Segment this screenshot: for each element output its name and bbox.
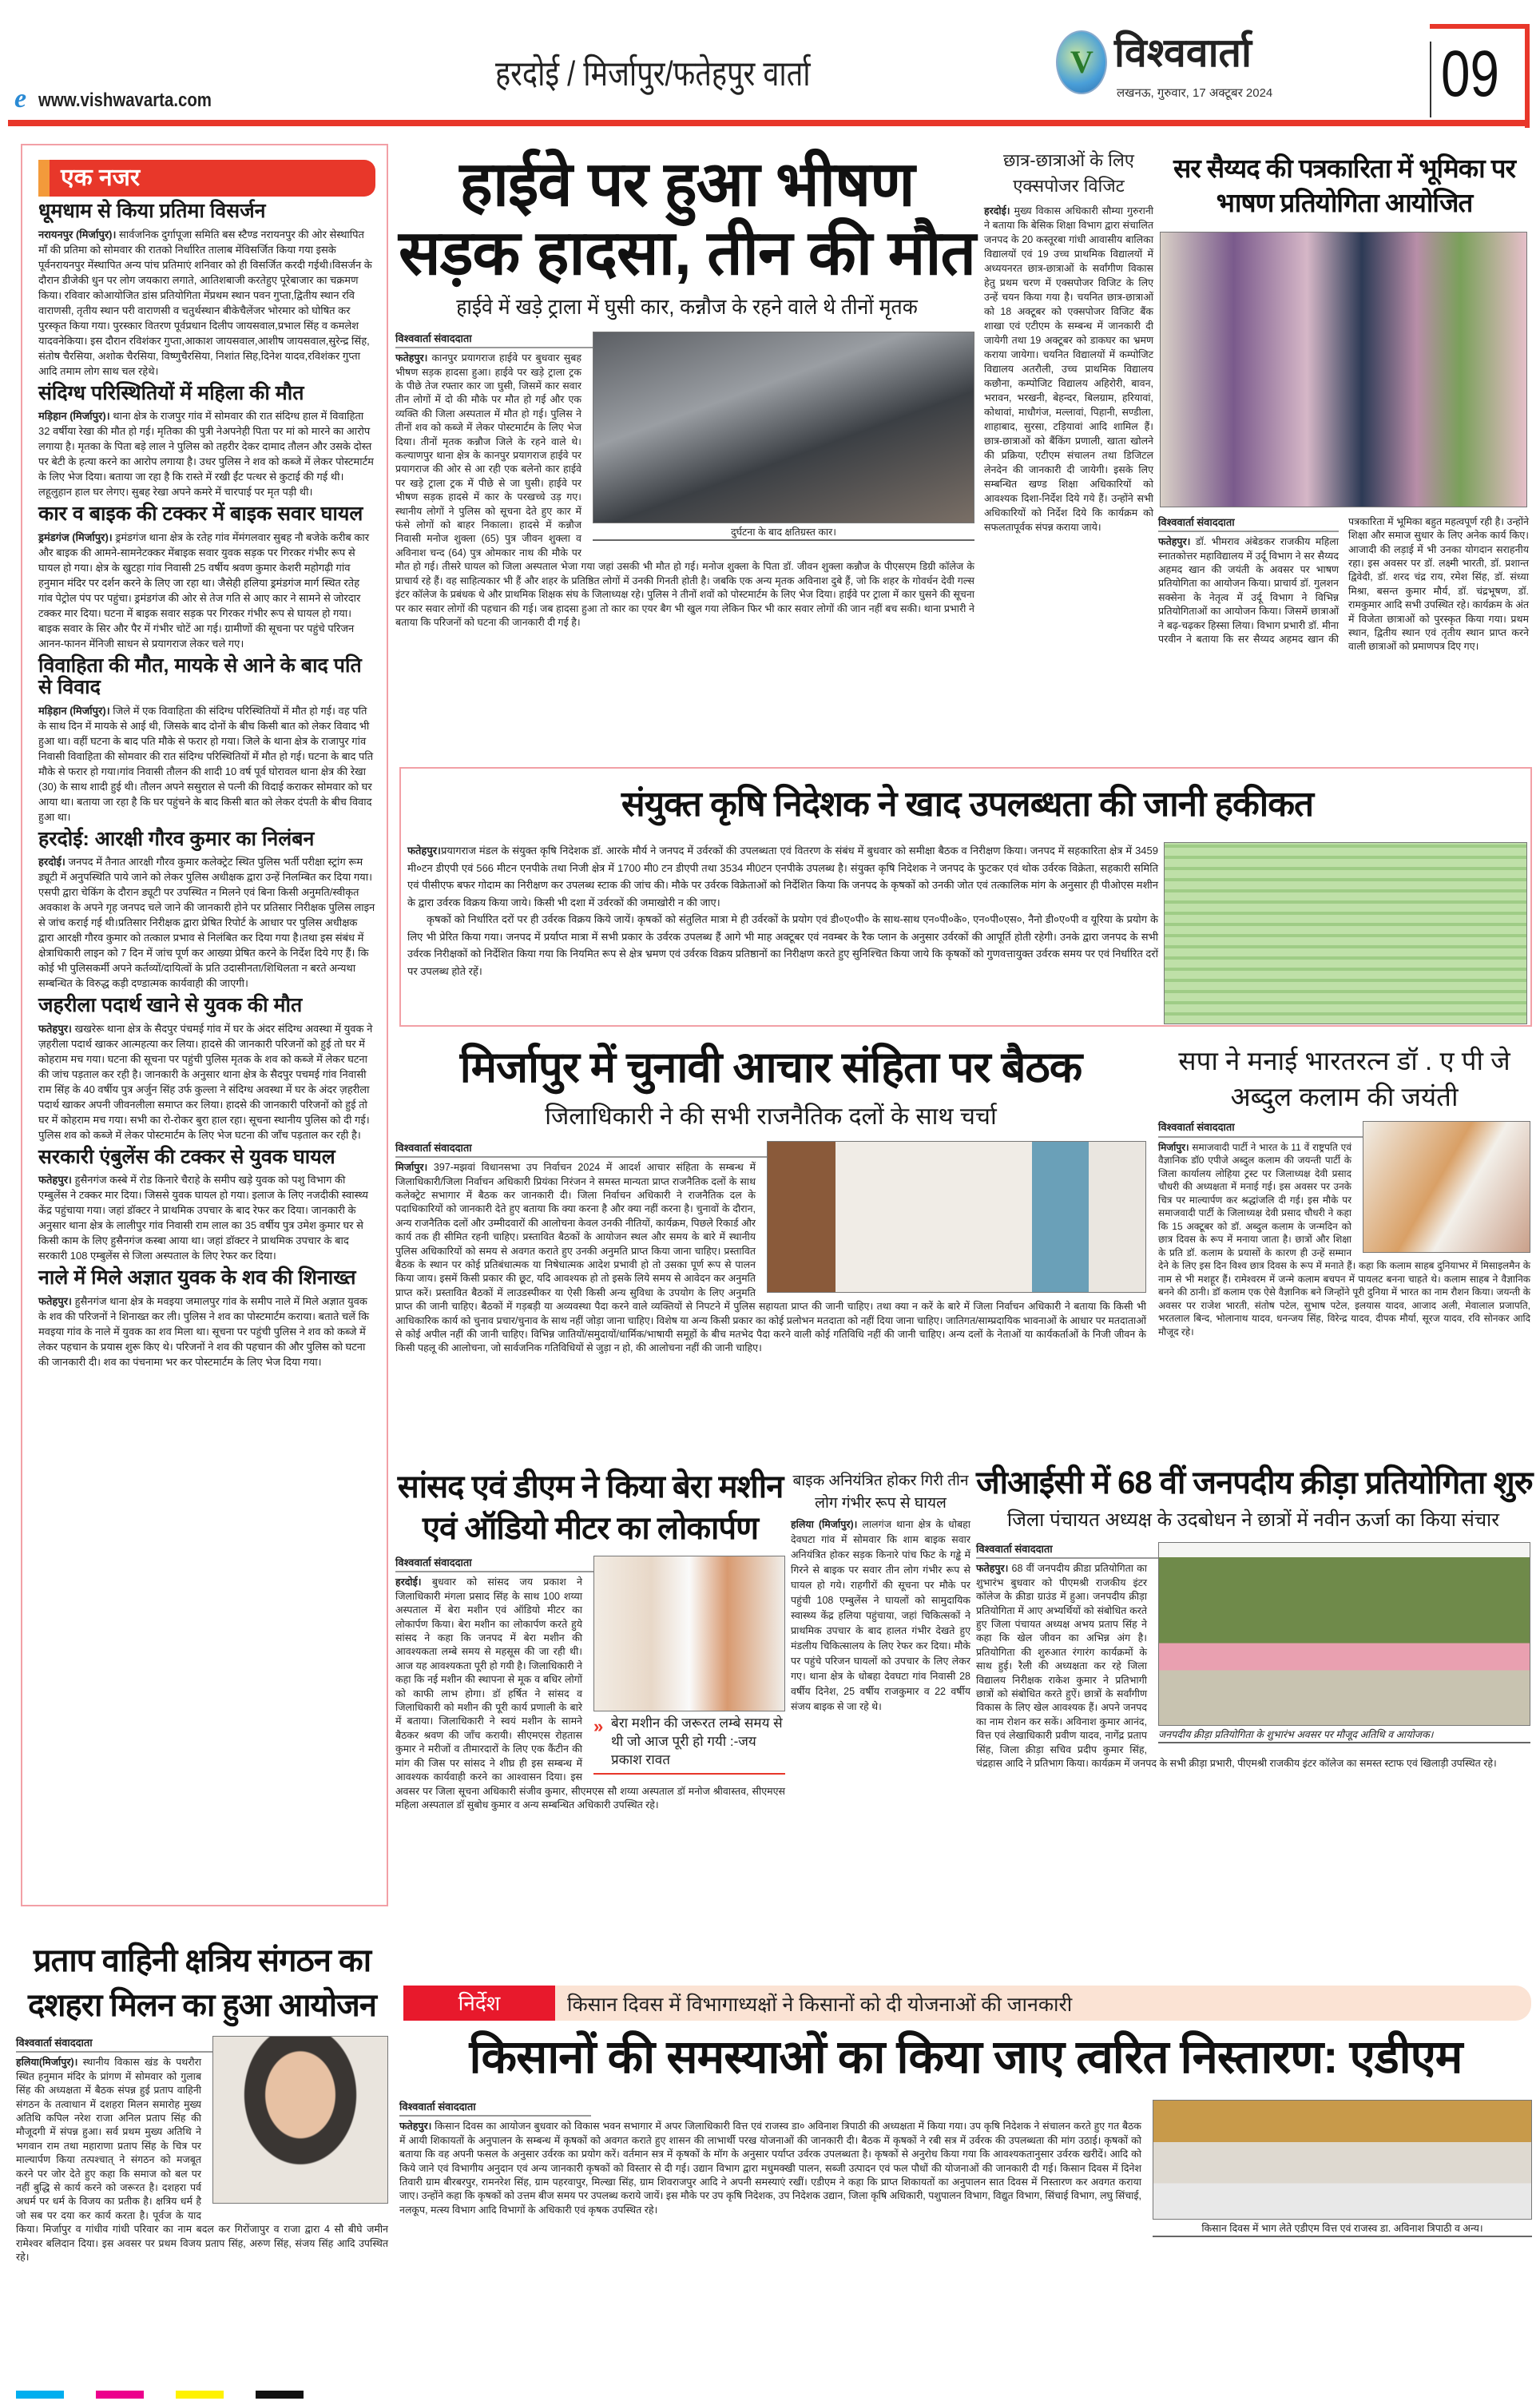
- jic-headline: जीआईसी में 68 वीं जनपदीय क्रीड़ा प्रतियोगिता शुरु: [976, 1465, 1533, 1501]
- ek-nazar-body: [38, 854, 375, 991]
- pratap-headline: प्रताप वाहिनी क्षत्रिय संगठन का दशहरा मिलन का हुआ आयोजन: [28, 1943, 376, 2023]
- ek-nazar-headline: नाले में मिले अज्ञात युवक के शव की शिनाख्त: [38, 1266, 356, 1289]
- byline: विश्ववार्ता संवाददाता: [395, 1556, 785, 1572]
- crashed-car-photo: [593, 332, 974, 523]
- sir-syed-headline: सर सैय्यद की पत्रकारिता में भूमिका पर भाषण प्रतियोगिता आयोजित: [1173, 153, 1516, 217]
- byline: विश्ववार्ता संवाददाता: [399, 2100, 591, 2117]
- dateline: फतेहपुर।: [38, 1294, 72, 1307]
- ek-nazar-body: [38, 1294, 375, 1369]
- ek-nazar-label: एक नजर: [38, 160, 375, 197]
- bera-photo-block: [593, 1556, 785, 1775]
- bera-quote: [593, 1715, 785, 1775]
- byline: विश्ववार्ता संवाददाता: [395, 332, 974, 348]
- pratap-body: [16, 2036, 388, 2265]
- bera-headline: सांसद एवं डीएम ने किया बेरा मशीन एवं ऑडियो मीटर का लोकार्पण: [397, 1469, 784, 1546]
- kisan-photo-block: [1153, 2100, 1532, 2237]
- lead-subhead: हाईवे में खड़े ट्राला में घुसी कार, कन्नौज के रहने वाले थे तीनों मृतक: [456, 294, 918, 319]
- ek-nazar-headline: धूमधाम से किया प्रतिमा विसर्जन: [38, 200, 266, 222]
- byline: विश्ववार्ता संवाददाता: [1158, 1121, 1530, 1138]
- byline: विश्ववार्ता संवाददाता: [16, 2036, 388, 2053]
- ek-nazar-body: [38, 1172, 375, 1263]
- nirdesh-banner: [403, 1986, 1531, 2021]
- sports-ground-photo: [1158, 1542, 1530, 1726]
- exposure-visit-story: [984, 148, 1153, 535]
- kalam-story: [1158, 1039, 1530, 1338]
- ek-nazar-headline: कार व बाइक की टक्कर में बाइक सवार घायल: [38, 503, 363, 525]
- pratap-vahini-story: [16, 1934, 388, 2265]
- kalam-tribute-photo: [1363, 1121, 1530, 1253]
- kisan-body: [399, 2100, 1532, 2234]
- quote-text: बेरा मशीन की जरूरत लम्बे समय से थी जो आज पूरी हो गयी :-जय प्रकाश रावत: [611, 1715, 783, 1767]
- logo-globe-icon: V: [1056, 30, 1107, 94]
- ek-nazar-headline: संदिग्ध परिस्थितियों में महिला की मौत: [38, 381, 304, 404]
- ek-nazar-body-text: सार्वजनिक दुर्गापूजा समिति बस स्टैण्ड नरायनपुर की ओर सेस्थापित माँ की प्रतिमा को सोमवार की रातको निर्धारित तालाब मेंविसर्जित किया गया इसके पूर्वनरायनपुर मेंस्थापित अन्य पांच प्रतिमाएं शनिवार को ही विसर्जित करदी गईथी।विसर्जन के दौरान डीजेकी धुन पर लोग जयकारा लगाते, आतिशबाजी करतेहुए पूरेबाजार का चक्रमण किया। रविवार कोआयोजित डांस प्रतियोगिता मेंप्रथम स्थान पवन गुप्ता,द्वितीय स्थान रवि वाराणसी, तृतीय स्थान परी वाराणसी व चतुर्थस्थान बीकेचैलेंजर भोरमार को घोषित कर पुरस्कृत किया गया। पुरस्कार वितरण पूर्वप्रधान दिलीप जायसवाल,प्रभाल सिंह व कमलेश यादवनेकिया। इस दौरान रविशंकर गुप्ता,आकाश जायसवाल,आशीष जायसवाल,सुरेन्द्र सिंह, संतोष चैरसिया, अशोक चैरसिया, विष्णुचैरसिया, निशांत सिह,दिनेश यादव,रविशंकर गुप्ता आदि तमाम लोग साथ चल रहेथे।: [38, 228, 372, 377]
- meeting-headline: मिर्जापुर में चुनावी आचार संहिता पर बैठक: [459, 1043, 1082, 1091]
- dateline: मिर्जापुर।: [395, 1162, 428, 1174]
- kisan-meeting-photo: [1153, 2100, 1532, 2220]
- bike-body: लालगंज थाना क्षेत्र के धोबहा देवघटा गांव में सोमवार कि शाम बाइक सवार अनियंत्रित होकर सड़क किनारे पांच फिट के गड्ढे में गिरने से बाइक पर सवार तीन लोग गंभीर रूप से घायल हो गये। राहगीरों की सूचना पर मौके पर पहुंची 108 एम्बुलेंस ने घायलों को सामुदायिक स्वास्थ्य केंद्र हलिया पहुंचाया, जहां चिकित्सकों ने प्राथमिक उपचार के बाद हालत गंभीर देखते हुए मंडलीय चिकित्सालय के लिए रेफर कर दिया। मौके पर पहुंचे परिजन घायलों को उपचार के लिए लेकर गए। थाना क्षेत्र के धोबहा देवघटा गांव निवासी 28 वर्षीय दिनेश, 25 वर्षीय राजकुमार व 22 वर्षीय संजय बाइक से जा रहे थे।: [791, 1519, 970, 1713]
- nirdesh-strap: किसान दिवस में विभागाध्यक्षों ने किसानों को दी योजनाओं की जानकारी: [567, 1994, 1073, 2016]
- kisan-diwas-story: [399, 2025, 1532, 2244]
- dateline: मड़िहान (मिर्जापुर)।: [38, 704, 110, 717]
- dateline: फतेहपुर।: [38, 1022, 72, 1035]
- logo-name: विश्ववार्ता: [1114, 30, 1252, 75]
- ek-nazar-body-text: हुसैनगंज कस्बे में रोड किनारे चैराहे के समीप खड़े युवक को पशु विभाग की एम्बुलेंस ने टक्कर मार दिया। जिससे युवक घायल हो गया। इलाज के लिए नजदीकी स्वास्थ्य केंद्र पहुंचाया गया। जहां डॉक्टर ने प्राथमिक उपचार के बाद रेफर कर दिया। जानकारी के अनुसार थाना क्षेत्र के लालीपुर गांव निवासी राम लाल का 35 वर्षीय पुत्र उमेश कुमार घर से किसी काम के लिए हुसैनगंज कस्बा आया था। जहां डॉक्टर ने प्राथमिक उपचार के बाद सरकारी 108 एम्बुलेंस से जिला अस्पताल के लिए रेफर कर दिया।: [38, 1174, 368, 1262]
- jic-body-text: 68 वीं जनपदीय क्रीडा प्रतियोगिता का शुभारंभ बुधवार को पीएमश्री राजकीय इंटर कॉलेज के क्रीडा ग्राउंड में हुआ। जनपदीय क्रीड़ा प्रतियोगिता में आए अभ्यर्थियों को संबोधित करते हुए जिला पंचायत अध्यक्ष अभय प्रताप सिंह ने कहा कि खेल जीवन का अभिन्न अंग है। प्रतियोगिता की शुरुआत रंगारंग कार्यक्रमों के साथ हुई। रैली की अध्यक्षता कर रहे जिला विद्यालय निरीक्षक राकेश कुमार ने प्रतिभागी छात्रों को संबोधित करते हुऐं। छात्रों के सर्वांगीण विकास के लिए खेल आवश्यक हैं। अपने जनपद का नाम रोशन कर सकें। अविनाश कुमार आनंद, वित्त एवं लेखाधिकारी प्रवीण यादव, नागेंद्र प्रताप सिंह, जिला क्रीड़ा सचिव प्रदीप कुमार सिंह, चंद्रहास आदि ने प्रतिभाग किया। कार्यक्रम में जनपद के सभी क्रीड़ा प्रभारी, पीएमश्री राजकीय इंटर कॉलेज का समस्त स्टाफ एवं खिलाड़ी उपस्थित रहे।: [976, 1563, 1497, 1770]
- dateline: ड्रमंडगंज (मिर्जापुर)।: [38, 531, 113, 543]
- byline: विश्ववार्ता संवाददाता: [976, 1542, 1530, 1559]
- nirdesh-label: निर्देश: [403, 1986, 555, 2021]
- kisan-headline: किसानों की समस्याओं का किया जाए त्वरित निस्तारण: एडीएम: [469, 2031, 1463, 2083]
- pratap-body-text: स्थानीय विकास खंड के पथरौरा स्थित हनुमान मंदिर के प्रांगण में सोमवार को गुलाब सिंह की अध्यक्षता में बैठक संपन्न हुई प्रताप वाहिनी संगठन के तत्वाधान में दशहरा मिलन समारोह मुख्य अतिथि कपिल नरेश राजा अनिल प्रताप सिंह की मौजूदगी में संपन्न हुआ। सर्व प्रथम मुख्य अतिथि ने भगवान राम तथा महाराणा प्रताप सिंह के चित्र पर माल्यार्पण किया तत्पश्चात् ने संगठन को मजबूत करने पर जोर देते हुए कहा कि समाज को बल पर नहीं बुद्धि से कार्य करने को जरूरत है। दशहरा पर्व अधर्म पर धर्म के विजय का प्रतीक है। क्षत्रिय धर्म है जो सब पर दया कर कार्य करता है। पूर्वज के याद किया। मिर्जापुर व गांधीव गांधी परिवार का नाम बदल कर गिरोंजापुर व राजा द्वारा 4 सौ बीघे जमीन रामेश्वर बलिदान दिया। इस अवसर पर प्रथम विजय प्रताप सिंह, अरुण सिंह, संजय सिंह आदि उपस्थित रहे।: [16, 2057, 388, 2264]
- meeting-subhead: जिलाधिकारी ने की सभी राजनैतिक दलों के साथ चर्चा: [545, 1103, 997, 1130]
- lead-body: [395, 332, 974, 630]
- ek-nazar-body: [38, 703, 375, 825]
- ek-nazar-body-text: थाना क्षेत्र के राजपुर गांव में सोमवार की रात संदिग्ध हाल में विवाहिता 32 वर्षीया रेखा की मौत हो गई। मृतिका की पुत्री नेअपनेही पिता पर मां को मारने का आरोप लगाया है। मृतका के पिता बड़े लाल ने पुलिस को तहरीर देकर दामाद तौलन और उसके दोस्त पर बेटी के हत्या करने का आरोप लगाया है। उधर पुलिस ने शव को कब्जे में लेकर पोस्टमार्टम के लिए भेज दिया। बताया जा रहा है कि रास्ते में रखी ईंट पत्थर से कुटाई की गई थी। लहूलुहान हाल घर लेगए। सुबह रेखा अपने कमरे में चारपाई पर मृत पड़ी थी।: [38, 410, 374, 498]
- ek-nazar-body: [38, 530, 375, 651]
- lead-headline-line2: सड़क हादसा, तीन की मौत: [398, 217, 976, 288]
- dateline: फतेहपुर।: [38, 1174, 72, 1186]
- krishi-body-para2: कृषकों को निर्धारित दरों पर ही उर्वरक विक्रय किये जायें। कृषकों को संतुलित मात्रा मे ही उर्वरकों के प्रयोग एवं डी०ए०पी० के साथ-साथ एन०पी०के०, एन०पी०एस०, नैनो डी०ए०पी व यूरिया के प्रयोग के लिए भी प्रेरित किया गया। जनपद में प्रर्याप्त मात्रा में सभी प्रकार के उर्वरक उपलब्ध हैं आगे भी माह अक्टूबर एवं नवम्बर के रैक प्लान के अनुसार उर्वरकों की आपूर्ति होती रहेगी। उनके द्वारा जनपद के सभी उर्वरक निरीक्षकों को निर्देशित किया गया कि नियमित रूप से क्षेत्र भ्रमण एवं उर्वरक विक्रय प्रतिष्ठानों का निरीक्षण करते हुए सुनिश्चित किया जाये कि कृषकों को गुणवत्तायुक्त उर्वरक समय पर एवं निर्धारित दरों पर उपलब्ध होते रहें।: [407, 913, 1158, 977]
- ek-nazar-headline: विवाहिता की मौत, मायके से आने के बाद पति से विवाद: [38, 654, 362, 698]
- dateline: हरदोई।: [395, 1576, 422, 1588]
- krishi-story-box: [399, 767, 1532, 1027]
- dateline: फतेहपुर।: [976, 1563, 1009, 1575]
- website-link[interactable]: www.vishwavarta.com: [38, 89, 212, 111]
- sir-syed-body-text: डॉ. भीमराव अंबेडकर राजकीय महिला स्नातकोत्तर महाविद्यालय में उर्दू विभाग ने सर सैय्यद अहमद खान की जयंती के अवसर पर भाषण प्रतियोगिता का आयोजन किया। प्राचार्य डॉ. गुलशन सक्सेना के नेतृत्व में उर्दू विभाग ने विभिन्न प्रतियोगिताओं का आयोजन किया। जिसमें छात्राओं ने बढ़-चढ़कर हिस्सा लिया। विभाग प्रभारी डॉ. मीना परवीन ने बताया कि सर सैय्यद अहमद खान की पत्रकारिता में भूमिका बहुत महत्वपूर्ण रही है। उन्होंने शिक्षा और समाज सुधार के लिए अनेक कार्य किए। आजादी की लड़ाई में भी उनका योगदान सराहनीय रहा। इस अवसर पर डॉ. लक्ष्मी भारती, डॉ. प्रशान्त द्विवेदी, डॉ. शरद चंद्र राय, रमेश सिंह, डॉ. संध्या मिश्रा, बसन्त कुमार मौर्य, डॉ. चंद्रभूषण, डॉ. रामकुमार आदि सभी उपस्थित रहे। कार्यक्रम के अंत में विजेता छात्राओं को पुरस्कृत किया गया। प्रथम स्थान, द्वितीय स्थान एवं तृतीय स्थान प्राप्त करने वाली छात्राओं को प्रमाणपत्र दिए गए।: [1158, 515, 1529, 653]
- lead-photo-caption: दुर्घटना के बाद क्षतिग्रस्त कार।: [593, 526, 974, 541]
- dateline: मिर्जापुर।: [1158, 1141, 1189, 1153]
- header-rule: [8, 120, 1530, 126]
- jic-sports-story: [976, 1465, 1533, 1771]
- ek-nazar-stories: [38, 201, 375, 1369]
- lead-photo-block: [593, 332, 974, 541]
- registration-marks: [16, 2391, 1526, 2399]
- ek-nazar-body: [38, 227, 375, 379]
- bera-body-text: बुधवार को सांसद जय प्रकाश ने जिलाधिकारी मंगला प्रसाद सिंह के साथ 100 शय्या अस्पताल में बेरा मशीन एवं ऑडियो मीटर का लोकार्पण किया। बेरा मशीन का लोकार्पण करते हुये सांसद ने कहा कि जनपद में बेरा मशीन की आवश्यकता लम्बे समय से महसूस की जा रही थी। आज यह आवश्यकता पूरी हो गयी है। जिलाधिकारी ने कहा कि नई मशीन की स्थापना से मूक व बधिर लोगों को काफी लाभ होगा। डॉ हर्षित ने सांसद व जिलाधिकारी को मशीन की पूरी कार्य प्रणाली के बारे में बताया। जिलाधिकारी ने स्वयं मशीन के सामने बैठकर श्रवण की जाँच करायी। सीएमएस रोहतास कुमार ने मरीजों व तीमारदारों के लिए एक कैंटीन की मांग की जिस पर सांसद ने शीघ्र ही इस सम्बन्ध में आवश्यक कार्यवाही करने का आश्वासन दिया। इस अवसर पर जिला सूचना अधिकारी संजीव कुमार, सीएमएस सौ शय्या अस्पताल डॉ मनोज श्रीवास्तव, सीएमएस महिला अस्पताल डॉ सुबोध कुमार व अन्य सम्बन्धित अधिकारी उपस्थित रहे।: [395, 1576, 785, 1811]
- krishi-body-para1: प्रयागराज मंडल के संयुक्त कृषि निदेशक डॉ. आरके मौर्य ने जनपद में उर्वरकों की उपलब्धता एवं वितरण के संबंध में बुधवार को समीक्षा बैठक व निरीक्षण किया। जनपद में सहकारिता क्षेत्र में 3459 मी०टन डीएपी एवं 566 मीटन एनपीके तथा निजी क्षेत्र में 1700 मी0 टन डीएपी तथा 3534 मी0टन एनपीके उपलब्ध है। संयुक्त कृषि निदेशक ने जनपद के फुटकर एवं थोक उर्वरक विक्रेता, सहकारी समिति एवं पीसीएफ बफर गोदाम का निरीक्षण कर उपलब्ध स्टाक की जांच की। मौके पर उर्वरक विक्रेताओं को निर्देशित किया कि जनपद के कृषकों को उनकी जोत एवं तत्कालिक मांग के अनुसार ही पीओएस मशीन के द्वारा उर्वरक विक्रय किया जाये। किसी भी दशा में उर्वरकों की जमाखोरी न की जाए।: [407, 845, 1158, 908]
- bera-machine-story: [395, 1466, 785, 1812]
- page-number-box: [1430, 24, 1530, 128]
- ek-nazar-headline: जहरीला पदार्थ खाने से युवक की मौत: [38, 994, 303, 1016]
- dateline: फतेहपुर।: [395, 352, 428, 364]
- ek-nazar-body: [38, 1021, 375, 1143]
- bera-inauguration-photo: [593, 1556, 785, 1711]
- dateline: फतेहपुर।: [399, 2121, 432, 2133]
- krishi-headline: संयुक्त कृषि निदेशक ने खाद उपलब्धता की जानी हकीकत: [621, 785, 1314, 824]
- dateline: नरायनपुर (मिर्जापुर)।: [38, 228, 117, 240]
- ek-nazar-body-text: हुसैनगंज थाना क्षेत्र के मवइया जमालपुर गांव के समीप नाले में मिले अज्ञात युवक के शव की परिजनों ने शिनाख्त कर ली। पुलिस ने शव का पोस्टमार्टम कराया। बताते चलें कि मवइया गांव के नाले में युवक का शव मिला था। सूचना पर पहुंची पुलिस ने शव को कब्जे में लेकर पहचान के प्रयास शुरू किए थे। परिजनों ने शव की पहचान की और पुलिस को घटना की जानकारी दी। शव का पंचनामा भर कर पोस्टमार्टम के लिए भेज दिया गया।: [38, 1294, 369, 1368]
- kalam-body: [1158, 1121, 1530, 1338]
- kalam-headline: सपा ने मनाई भारतरत्न डॉ . ए पी जे अब्दुल कलाम की जयंती: [1178, 1046, 1510, 1111]
- ek-nazar-body-text: जिले में एक विवाहिता की संदिग्ध परिस्थितियों में मौत हो गई। वह पति के साथ दिन में मायके से आई थी, जिसके बाद दोनों के बीच किसी बात को लेकर विवाद भी हुआ था। वहीं घटना के बाद पति मौके से फरार हो गया। जिले के थाना क्षेत्र के राजापुर गांव निवासी विवाहिता की सोमवार की रात संदिग्ध परिस्थितियों में मौत हो गई। घटना के बाद पति मौके से फरार हो गया।गांव निवासी तौलन की शादी 10 वर्ष पूर्व घोरावल थाना क्षेत्र की रेखा (30) के साथ शादी हुई थी। तौलन अपने ससुराल से पत्नी की विदाई कराकर सोमवार को घर आया था। बताया जा रहा है कि घर पहुंचने के बाद किसी बात को लेकर दंपती के बीच विवाद हुआ था।: [38, 704, 374, 823]
- dateline: हलिया (मिर्जापुर)।: [791, 1519, 858, 1531]
- bike-headline: बाइक अनियंत्रित होकर गिरी तीन लोग गंभीर रूप से घायल: [792, 1473, 969, 1512]
- sir-syed-body: [1158, 515, 1529, 654]
- fertilizer-warehouse-photo: [1164, 842, 1527, 1024]
- jic-photo-block: [1158, 1542, 1530, 1743]
- browser-e-icon: e: [14, 84, 27, 113]
- students-classroom-photo: [1160, 232, 1527, 507]
- bike-accident-story: [791, 1470, 970, 1715]
- kalam-body-text: समाजवादी पार्टी ने भारत के 11 वें राष्ट्रपति एवं वैज्ञानिक डॉ0 एपीजे अब्दुल कलाम की जयन्ती पार्टी के जिला कार्यालय लोहिया ट्रस्ट पर जिलाध्यक्ष देवी प्रसाद चौधरी की अध्यक्षता में मनाई गई। इस अवसर पर उनके चित्र पर माल्यार्पण कर श्रद्धांजलि दी गई। इस मौके पर समाजवादी पार्टी के जिलाध्यक्ष देवी प्रसाद चौधरी ने कहा कि 15 अक्टूबर को डॉ. अब्दुल कलाम के जन्मदिन को छात्र दिवस के रूप में मनाया जाता है। छात्रों और शिक्षा के प्रति डॉ. कलाम के प्रयासों के कारण ही उन्हें सम्मान देने के लिए इस दिन विश्व छात्र दिवस के रूप में मनाते हैं। कहा कि कलाम साहब दुनियाभर में मिसाइलमैन के नाम से भी मशहूर हैं। रामेश्वरम में जन्मे कलाम बचपन में पायलट बनना चाहते थे। कलाम साहब ने वैज्ञानिक बनने की ठानी। डॉ कलाम एक ऐसे वैज्ञानिक बने जिन्होंने पूरी दुनिया में भारत का नाम रौशन किया। जयन्ती के अवसर पर राजेश भारती, संतोष पटेल, सुभाष पटेल, इलयास यादव, आजाद अली, मेवालाल प्रजापति, भरतलाल बिन्द, भोलानाथ यादव, धनन्जय सिंह, विरेन्द्र यादव, दीपक मौर्या, सूरज यादव, रवि सोनकर आदि मौजूद रहे।: [1158, 1141, 1530, 1338]
- dateline: लखनऊ, गुरुवार, 17 अक्टूबर 2024: [1117, 86, 1273, 100]
- jic-subhead: जिला पंचायत अध्यक्ष के उदबोधन ने छात्रों में नवीन ऊर्जा का किया संचार: [1006, 1509, 1500, 1531]
- meeting-body: [395, 1141, 1146, 1356]
- dateline: फतेहपुर।: [1158, 536, 1191, 548]
- bera-body: [395, 1556, 785, 1812]
- dateline: हरदोई।: [38, 856, 65, 868]
- portrait-photo: [212, 2036, 388, 2204]
- dateline: हलिया(मिर्जापुर)।: [16, 2057, 78, 2069]
- ek-nazar-body-text: खखरेरू थाना क्षेत्र के सैदपुर पंचमई गांव में घर के अंदर संदिग्ध अवस्था में युवक ने ज़हरीला पदार्थ खाकर आत्महत्या कर लिया। हादसे की जानकारी परिजनों को हुई तो घर में कोहराम मच गया। घटना की सूचना पर पहुंची पुलिस मृतक के शव को कब्जे में लेकर घटना की जांच पड़ताल कर रही है। जानकारी के अनुसार थाना क्षेत्र के सैदपुर पचमई गांव निवासी राम सिंह के 40 वर्षीय पुत्र अर्जुन सिंह उर्फ कुल्ला ने संदिग्ध अवस्था में घर के अंदर ज़हरीला पदार्थ खाकर अपनी जीवनलीला समाप्त कर लिया। हादसे की जानकारी परिजनों को हुई तो घर में कोहराम मच गया। सभी का रो-रोकर बुरा हाल रहा। सूचना स्थानीय पुलिस को दी गई। पुलिस शव को कब्जे में लेकर पोस्टमार्टम के लिए भेज घटना की जाँच पड़ताल कर रही है।: [38, 1022, 373, 1141]
- kisan-body-text: किसान दिवस का आयोजन बुधवार को विकास भवन सभागार में अपर जिलाधिकारी वित्त एवं राजस्व डा० अविनाश त्रिपाठी की अध्यक्षता में किया गया। उप कृषि निदेशक ने संचालन करते हुए गत बैठक में आयी शिकायतों के अनुपालन के सम्बन्ध में कृषकों को अवगत कराते हुए शासन की लाभार्थी परख योजनाओं की जानकारी दी। बैठक में कृषकों ने रबी सत्र में उर्वरक की उपलब्धता की मांग उठाई। कृषकों को बताया कि वह अपनी फसल के अनुसार उर्वरक का प्रयोग करें। वर्तमान सत्र में कृषकों के मॉग के अनुसार पर्याप्त उर्वरक उपलब्धता है। कृषकों से अनुरोध किया गया कि आवश्यकतानुसार उर्वरक खरीदें। आदि को किये जाने एवं विभागीय अनुदान एवं अन्य जानकारी कृषकों को विस्तार से दी गई। उद्यान विभाग द्वारा मधुमक्खी पालन, सब्जी उत्पादन एवं फल पौधों की योजनाओं की जानकारी दी गई। किसान दिवस में दिनेश तिवारी ग्राम बीरबरपुर, रामनरेश सिंह, ग्राम पहरवापुर, मिल्खा सिंह, ग्राम शिवराजपुर आदि ने अपनी समस्याएं रखीं। एडीएम ने कहा कि प्राप्त शिकायतों का अनुपालन सात दिवस में निस्तारण कर अवगत कराया जाए। उन्होंने कहा कि कृषकों को उत्तम बीज समय पर उपलब्ध कराये जायें। इस मौके पर उप कृषि निदेशक, उप निदेशक उद्यान, जिला कृषि अधिकारी, पशुपालन विभाग, विद्युत विभाग, सिंचाई विभाग, लघु सिंचाई, नलकूप, मत्स्य विभाग आदि विभागों के अधिकारी एवं कृषक उपस्थित रहे।: [399, 2121, 1141, 2216]
- mirzapur-meeting-story: [395, 1039, 1146, 1356]
- section-title: हरदोई / मिर्जापुर/फतेहपुर वार्ता: [495, 54, 811, 93]
- byline: विश्ववार्ता संवाददाता: [1158, 515, 1339, 532]
- ek-nazar-body: [38, 408, 375, 499]
- page-number: 09: [1441, 38, 1499, 110]
- dateline: मड़िहान (मिर्जापुर)।: [38, 410, 110, 422]
- ek-nazar-body-text: जनपद में तैनात आरक्षी गौरव कुमार कलेक्ट्रेट स्थित पुलिस भर्ती परीक्षा स्ट्रांग रूम ड्यूटी में अनुपस्थिति पाये जाने को लेकर पुलिस अधीक्षक द्वारा उन्हें निलम्बित कर दिया गया।एसपी द्वारा चेकिंग के दौरान ड्यूटी पर उपस्थित न मिलने एवं बिना किसी अनुमति/स्वीकृत अवकाश के अपने गृह जनपद चले जाने की जानकारी होने पर प्रतिसार निरीक्षक पुलिस लाइन से जांच कराई गई थी।प्रतिसार निरीक्षक द्वारा प्रेषित रिपोर्ट के आधार पर पुलिस अधीक्षक द्वारा आरक्षी गौरव कुमार को तत्काल प्रभाव से निलंबित कर दिया गया है।तथा इस संबंध में क्षेत्राधिकारी लाइन को 7 दिन में जांच पूर्ण कर आख्या प्रेषित करने के निर्देश दिये गए हैं। कि कोई भी पुलिसकर्मी अपने कर्तव्यों/दायित्वों के प्रति उदासीनता/शिथिलता न बरते अन्यथा सम्बन्धित के विरुद्ध कड़ी दण्डात्मक कार्यवाही की जाएगी।: [38, 856, 375, 989]
- exposure-body: मुख्य विकास अधिकारी सौम्या गुरुरानी ने बताया कि बेसिक शिक्षा विभाग द्वारा संचालित जनपद के 20 कस्तूरबा गांधी आवासीय बालिका विद्यालयों एवं 19 उच्च प्राथमिक विद्यालयों में अध्ययनरत छात्र-छात्राओं के सर्वांगीण विकास हेतु प्रथम चरण में एक्सपोजर विजिट के लिए उन्हें चयन किया गया है। चयनित छात्र-छात्राओं को 18 अक्टूबर को एक्सपोजर विजिट बैंक शाखा एवं एटीएम के सम्बन्ध में जानकारी दी जायेगी तथा 19 अक्टूबर को डाकघर का भ्रमण कराया जायेगा। चयनित विद्यालयों में कम्पोजिट विद्यालय अतरौली, उच्च प्राथमिक विद्यालय कछौना, कम्पोजिट विद्यालय अहिरोरी, बावन, भरावन, भरखनी, बेहन्दर, बिलग्राम, हरियावां, कोथावां, माधौगंज, मल्लावां, पिहानी, सण्डीला, शाहाबाद, सुरसा, टड़ियावां आदि शामिल हैं। छात्र-छात्राओं को बैंकिंग प्रणाली, खाता खोलने की प्रक्रिया, एटीएम संचालन तथा डिजिटल लेनदेन की जानकारी दी जायेगी। इसके लिए सम्बन्धित खण्ड शिक्षा अधिकारियों को आवश्यक दिशा-निर्देश दिये गये हैं। उन्होंने सभी अधिकारियों को निर्देश दिये कि कार्यक्रम को सफलतापूर्वक संपन्न कराया जाये।: [984, 205, 1153, 533]
- ek-nazar-body-text: ड्रमंडगंज थाना क्षेत्र के रतेह गांव मेंमंगलवार सुबह नौ बजेके करीब कार और बाइक की आमने-सामनेटक्कर मेंबाइक सवार युवक सड़क पर गिरकर गंभीर रूप से घायल हो गया। क्षेत्र के खुटहा गांव निवासी 25 वर्षीय श्रवण कुमार केशरी महोगढ़ी गांव हनुमान मंदिर पर दर्शन करने के लिए जा रहा था। जैसेही हलिया ड्रमंडगंज मार्ग स्थित रतेह गांव पेट्रोल पंप पर पहुंचा। ड्रमंडगंज की ओर से तेज गति से आए कार ने सामने से जोरदार टक्कर मार दिया। घटना में बाइक सवार सड़क पर गिरकर गंभीर रूप से घायल हो गया। बाइक सवार के सिर और पैर में गंभीर चोटें आ गई। ग्रामीणों की सूचना पर पहुंचे परिजन आनन-फानन मेंनिजी साधन से प्रयागराज लेकर चले गए।: [38, 531, 370, 650]
- ek-nazar-headline: हरदोई: आरक्षी गौरव कुमार का निलंबन: [38, 827, 315, 850]
- kisan-photo-caption: किसान दिवस में भाग लेते एडीएम वित्त एवं राजस्व डा. अविनाश त्रिपाठी व अन्य।: [1153, 2222, 1532, 2237]
- lead-body-text: कानपुर प्रयागराज हाईवे पर बुधवार सुबह भीषण सड़क हादसा हुआ। हाईवे पर खड़े ट्राला ट्रक के पीछे तेज रफ्तार कार जा घुसी, जिसमें कार सवार तीन लोगों में दो की मौके पर मौत हो गई और एक व्यक्ति की जिला अस्पताल में मौत हो गई। पुलिस ने तीनों शव को कब्जे में लेकर पोस्टमार्टम के लिए भेज दिया। तीनों मृतक कन्नौज जिले के रहने वाले थे। कल्याणपुर थाना क्षेत्र के कानपुर प्रयागराज हाईवे पर प्रयागराज की ओर से आ रही एक बलेनो कार हाईवे पर खड़े ट्राला ट्रक में पीछे से जा घुसी। हाईवे पर भीषण सड़क हादसे में कार के परखच्चे उड़ गए। स्थानीय लोगों ने पुलिस को सूचना देते हुए कार में फंसे लोगों को बाहर निकाला। हादसे में कन्नौज निवासी मनोज शुक्ला (65) पुत्र जीवन शुक्ला व अविनाश चन्द (64) पुत्र ओमकार नाथ की मौके पर मौत हो गई। तीसरे घायल को जिला अस्पताल भेजा गया जहां उसकी भी मौत हो गई। मनोज शुक्ला के पिता डॉ. जीवन शुक्ला कन्नौज के पीएसएम डिग्री कॉलेज के प्राचार्य रहे हैं। वह साहित्यकार भी हैं और शहर के प्रतिष्ठित लोगों में उनकी गिनती होती है। जबकि एक अन्य मृतक अविनाश दुबे हैं, जो कि शहर के गोवर्धन देवी गल्स इंटर कॉलेज के प्रबंधक थे और प्राथमिक शिक्षक संघ के जिलाध्यक्ष रहे। पुलिस ने तीनों शवों को पोस्टमार्टम के लिए भेज दिया। हाईवे पर ट्राला में कार घुसने की सूचना पर कार सवार लोगों की पहचान की गई। जब हादसा हुआ तो कार का एयर बैग भी खुल गया लेकिन फिर भी कार सवार लोगों की जान नहीं बच सकी। थाना प्रभारी ने बताया कि परिजनों को घटना की जानकारी दी गई है।: [395, 352, 974, 628]
- quote-icon: »: [593, 1716, 604, 1736]
- krishi-body: [407, 842, 1158, 981]
- jic-body: [976, 1542, 1530, 1771]
- lead-story: [395, 144, 978, 630]
- sir-syed-story: [1158, 144, 1530, 654]
- byline: विश्ववार्ता संवाददाता: [395, 1141, 1146, 1158]
- dateline: फतेहपुर।: [407, 845, 441, 857]
- ek-nazar-box: [21, 144, 388, 1906]
- jic-photo-caption: जनपदीय क्रीड़ा प्रतियोगिता के शुभारंभ अवसर पर मौजूद अतिथि व आयोजक।: [1158, 1728, 1530, 1743]
- exposure-headline: छात्र-छात्राओं के लिए एक्सपोजर विजिट: [1003, 150, 1134, 196]
- dateline: हरदोई।: [984, 205, 1010, 217]
- meeting-body-text: 397-मझवां विधानसभा उप निर्वाचन 2024 में आदर्श आचार संहिता के सम्बन्ध में जिलाधिकारी/जिला निर्वाचन अधिकारी प्रियंका निरंजन ने समस्त मान्यता प्राप्त राजनैतिक दलों के साथ कलेक्ट्रेट सभागार में बैठक कर जानकारी दी। जिला निर्वाचन अधिकारी ने राजनैतिक दल के पदाधिकारियों को जानकारी देते हुए बताया कि क्या करना है और क्या नहीं करना है। चुनावों के दौरान, अन्य राजनैतिक दलों और उम्मीदवारों की आलोचना केवल उनकी नीतियों, कार्यक्रम, पिछले रिकार्ड और कार्य तक ही सीमित रहनी चाहिए। प्रस्तावित बैठकों के आयोजन स्थल और समय के बारे में स्थानीय पुलिस अधिकारियों को समय से अवगत कराते हुए उनकी अनुमति प्राप्त किया जाना चाहिए। प्रस्तावित बैठक के स्थान पर कोई प्रतिबंधात्मक या निषेधात्मक आदेश प्रभावी हो तो उसका पूर्ण रूप से पालन किया जाय। इसमें किसी प्रकार की छूट, यदि आवश्यक हो तो इसके लिये समय से आवेदन कर अनुमति प्राप्त करें। प्रस्तावित बैठकों में लाउडस्पीकर या ऐसी किसी अन्य सुविधा के उपयोग के लिए अनुमति प्राप्त की जानी चाहिए। बैठकों में गड़बड़ी या अव्यवस्था पैदा करने वाले व्यक्तियों से निपटने में पुलिस सहायता प्राप्त की जानी चाहिए। तथा क्या न करें के बारे में जिला निर्वाचन अधिकारी ने बताया कि किसी भी आधिकारिक कार्य को चुनाव प्रचार/चुनाव के साथ नहीं जोड़ा जाना चाहिए। विशेष या अन्य किसी प्रकार का कोई प्रलोभन मतदाता को नहीं दिया जाना चाहिए। जातिगत/साम्प्रदायिक भावनाओं के आधार पर मतदाताओं से कोई अपील नहीं की जानी चाहिए। विभिन्न जातियों/समुदायों/धार्मिक/भाषायी समूहों के बीच मतभेद पैदा करने वाली कोई गतिविधि नहीं की जानी चाहिए। अन्य दलों के नेताओं या कार्यकर्ताओं के निजी जीवन के किसी पहलू की आलोचना, जो सार्वजनिक गतिविधियों से जुड़ा न हो, की आलोचना नहीं की जानी चाहिए।: [395, 1162, 1146, 1354]
- meeting-photo: [767, 1141, 1146, 1293]
- lead-headline-line1: हाईवे पर हुआ भीषण: [459, 149, 915, 219]
- ek-nazar-headline: सरकारी एंबुलेंस की टक्कर से युवक घायल: [38, 1145, 335, 1168]
